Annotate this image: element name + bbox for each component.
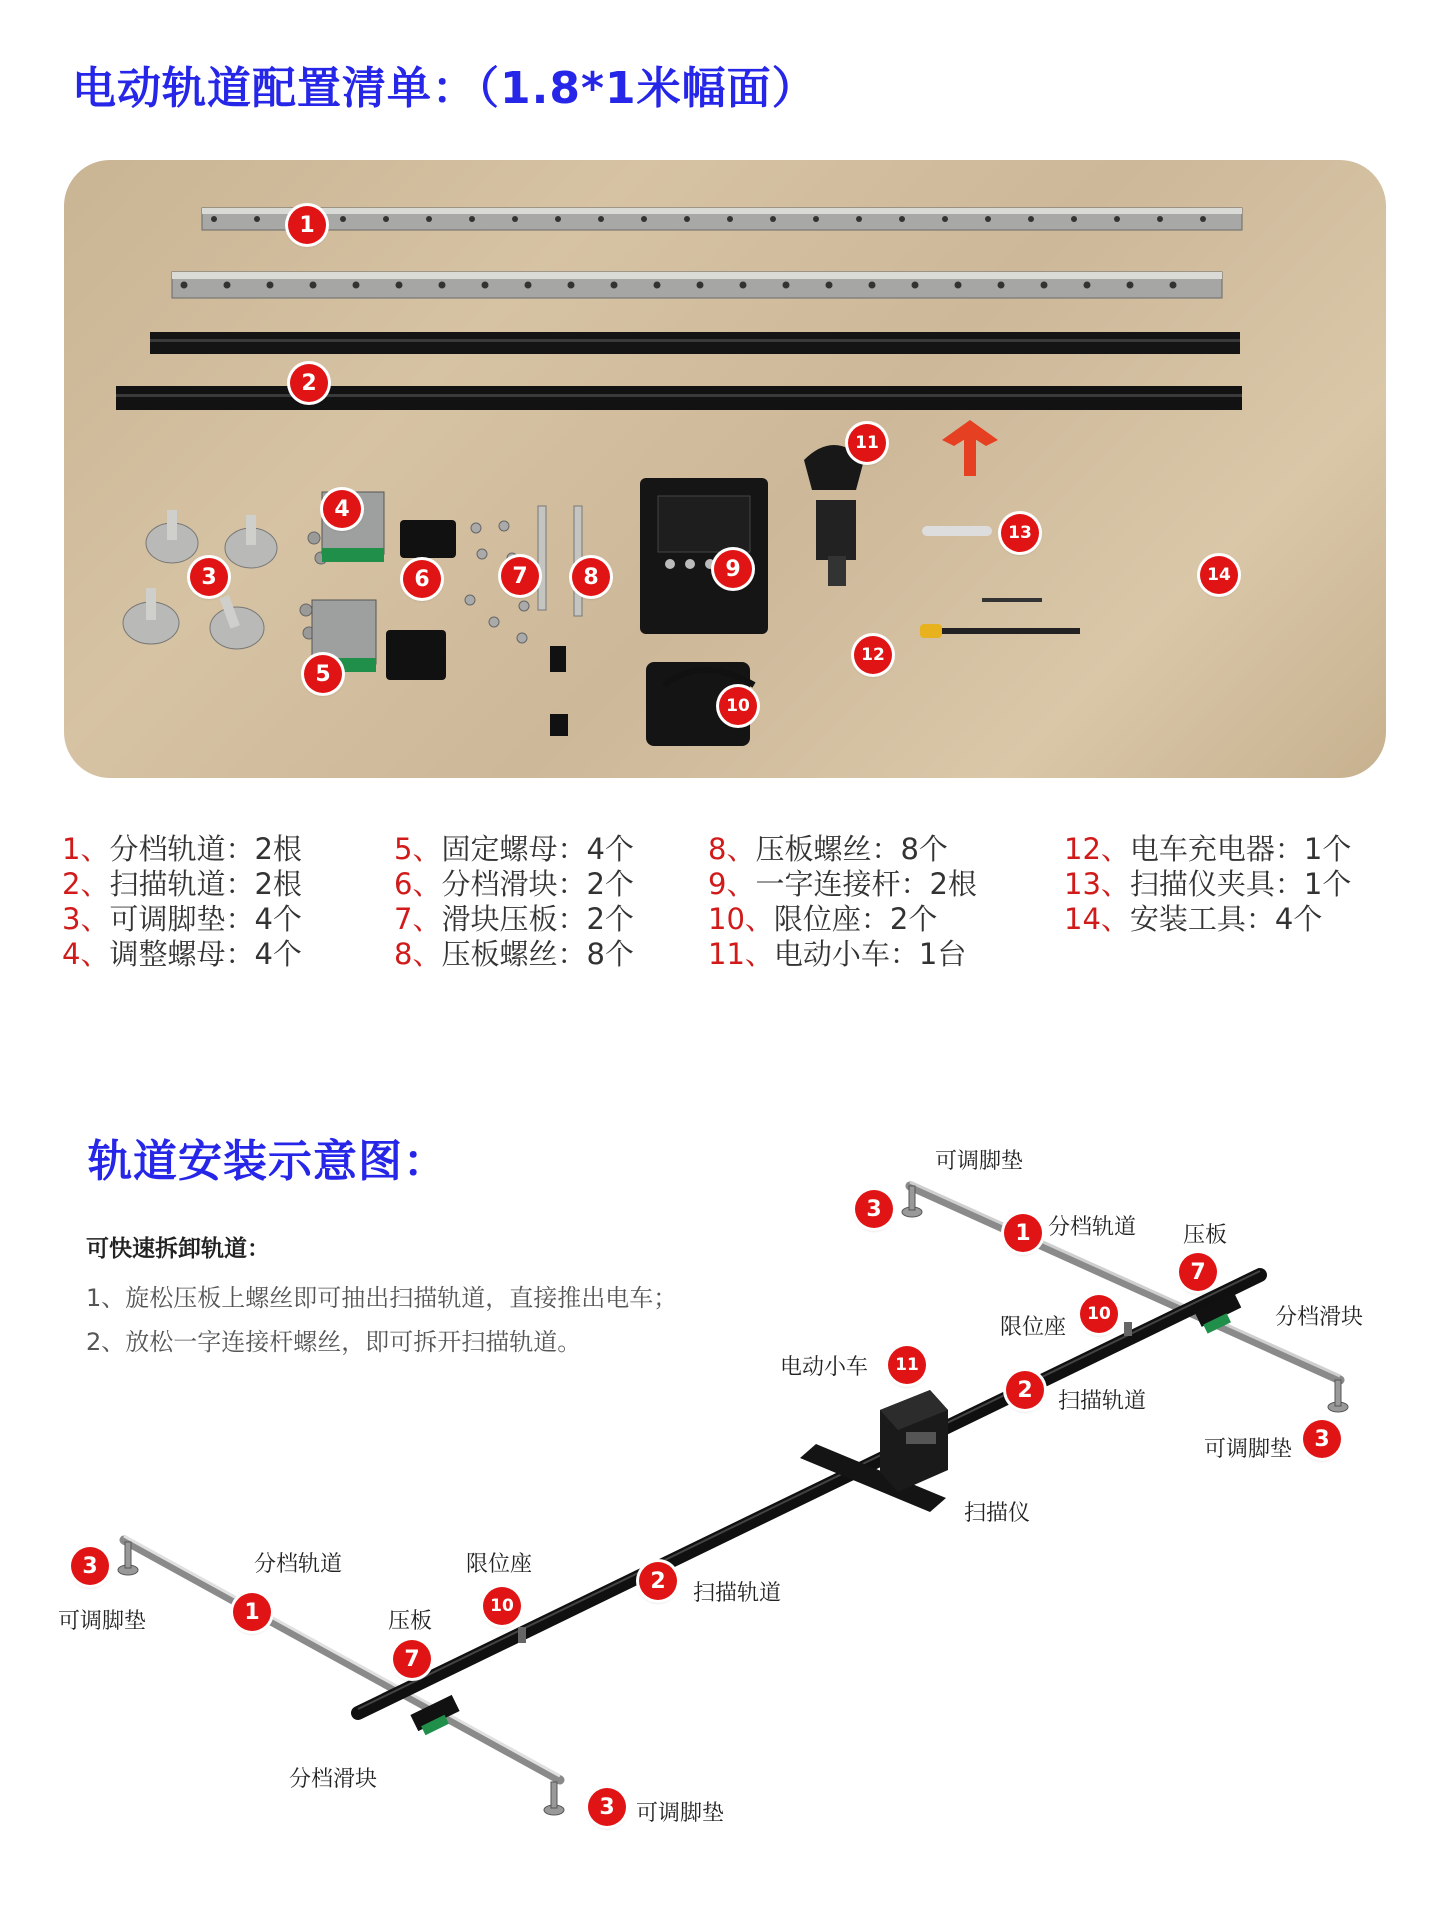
rail-hole (181, 282, 188, 289)
label-scanner: 扫描仪 (964, 1501, 1031, 1526)
rail-hole (439, 282, 446, 289)
rail-hole (611, 282, 618, 289)
label-plate-top: 压板 (1183, 1223, 1228, 1248)
rail-hole (869, 282, 876, 289)
photo-badge-6: 6 (403, 560, 441, 598)
diag-badge-10-bottom: 10 (483, 1587, 521, 1625)
rail-hole (1028, 216, 1034, 222)
photo-badge-9: 9 (714, 550, 752, 588)
clamp-photo (804, 445, 864, 586)
diag-badge-1-top: 1 (1004, 1214, 1042, 1252)
label-slider-top: 分档滑块 (1275, 1305, 1364, 1330)
label-limit-bottom: 限位座 (466, 1552, 533, 1577)
rail-hole (211, 216, 217, 222)
rail-hole (598, 216, 604, 222)
parts-photo (64, 160, 1386, 778)
diag-badge-3-left: 3 (71, 1547, 109, 1585)
label-foot-right: 可调脚垫 (1204, 1437, 1293, 1462)
rail-hole (396, 282, 403, 289)
diag-badge-11: 11 (888, 1346, 926, 1384)
list-item: 3、可调脚垫：4个 (62, 902, 302, 936)
rail-hole (727, 216, 733, 222)
rail-hole (955, 282, 962, 289)
list-item: 4、调整螺母：4个 (62, 937, 302, 971)
diag-badge-7-top: 7 (1179, 1253, 1217, 1291)
rail-hole (482, 282, 489, 289)
photo-badge-7: 7 (501, 557, 539, 595)
rail-hole (310, 282, 317, 289)
diag-badge-3-top: 3 (855, 1190, 893, 1228)
page-title: 电动轨道配置清单：（1.8*1米幅面） (72, 63, 817, 114)
rail-hole (555, 216, 561, 222)
black-rail-1 (150, 332, 1240, 354)
rail-hole (770, 216, 776, 222)
diag-badge-2-top: 2 (1006, 1371, 1044, 1409)
rail-hole (826, 282, 833, 289)
parts-col-4 (1064, 832, 1351, 937)
rail-hole (998, 282, 1005, 289)
rail-hole (684, 216, 690, 222)
photo-badge-10: 10 (719, 687, 757, 725)
quick-remove-step-1: 1、旋松压板上螺丝即可抽出扫描轨道，直接推出电车； (86, 1284, 678, 1312)
rail-hole (224, 282, 231, 289)
rail-hole (783, 282, 790, 289)
label-foot-left: 可调脚垫 (58, 1609, 147, 1634)
diag-badge-2-bottom: 2 (639, 1562, 677, 1600)
label-index-rail-bottom: 分档轨道 (254, 1552, 343, 1577)
label-scan-rail-bottom: 扫描轨道 (693, 1581, 782, 1606)
rail-hole (912, 282, 919, 289)
list-item: 13、扫描仪夹具：1个 (1064, 867, 1352, 901)
rail-hole (340, 216, 346, 222)
label-cart: 电动小车 (780, 1355, 869, 1380)
rail-hole (1157, 216, 1163, 222)
rail-hole (426, 216, 432, 222)
list-item: 6、分档滑块：2个 (394, 867, 634, 901)
diag-badge-1-bottom: 1 (233, 1593, 271, 1631)
label-index-rail-top: 分档轨道 (1048, 1215, 1137, 1240)
list-item: 8、压板螺丝：8个 (394, 937, 634, 971)
rail-hole (641, 216, 647, 222)
rail-hole (512, 216, 518, 222)
rail-hole (353, 282, 360, 289)
rail-hole (985, 216, 991, 222)
tools-photo (920, 420, 1080, 638)
list-item: 2、扫描轨道：2根 (62, 867, 302, 901)
list-item: 7、滑块压板：2个 (394, 902, 634, 936)
photo-badge-14: 14 (1200, 556, 1238, 594)
rail-hole (1071, 216, 1077, 222)
photo-badge-8: 8 (572, 558, 610, 596)
list-item: 1、分档轨道：2根 (62, 832, 302, 866)
label-foot-top: 可调脚垫 (935, 1149, 1024, 1174)
rail-hole (1170, 282, 1177, 289)
rail-hole (899, 216, 905, 222)
rail-hole (1041, 282, 1048, 289)
rail-hole (813, 216, 819, 222)
diag-badge-3-bottom: 3 (588, 1788, 626, 1826)
silver-rail-1 (202, 208, 1242, 230)
rail-hole (267, 282, 274, 289)
rail-hole (469, 216, 475, 222)
rail-hole (1084, 282, 1091, 289)
black-rail-2 (116, 386, 1242, 410)
list-item: 14、安装工具：4个 (1064, 902, 1323, 936)
quick-remove-title: 可快速拆卸轨道： (86, 1236, 270, 1262)
diag-badge-10-top: 10 (1080, 1295, 1118, 1333)
rail-hole (1200, 216, 1206, 222)
parts-col-2 (394, 832, 634, 972)
list-item: 9、一字连接杆：2根 (708, 867, 977, 901)
list-item: 5、固定螺母：4个 (394, 832, 634, 866)
rail-hole (568, 282, 575, 289)
list-item: 11、电动小车：1台 (708, 937, 967, 971)
photo-badge-1: 1 (288, 206, 326, 244)
label-slider-bottom: 分档滑块 (289, 1767, 378, 1792)
photo-badge-3: 3 (190, 558, 228, 596)
rail-hole (254, 216, 260, 222)
rail-hole (1114, 216, 1120, 222)
parts-col-1 (62, 832, 302, 972)
label-plate-bottom: 压板 (388, 1609, 433, 1634)
photo-badge-12: 12 (854, 636, 892, 674)
install-title: 轨道安装示意图： (88, 1136, 448, 1187)
rail-hole (383, 216, 389, 222)
diag-badge-7-bottom: 7 (393, 1640, 431, 1678)
cart-diagram (880, 1390, 948, 1492)
quick-remove-step-2: 2、放松一字连接杆螺丝，即可拆开扫描轨道。 (86, 1328, 582, 1356)
rail-hole (942, 216, 948, 222)
photo-badge-13: 13 (1001, 514, 1039, 552)
list-item: 12、电车充电器：1个 (1064, 832, 1352, 866)
cart-photo (640, 478, 768, 634)
label-foot-bottom: 可调脚垫 (636, 1801, 725, 1826)
diag-badge-3-right: 3 (1303, 1420, 1341, 1458)
rail-hole (654, 282, 661, 289)
list-item: 8、压板螺丝：8个 (708, 832, 948, 866)
label-scan-rail-top: 扫描轨道 (1058, 1389, 1147, 1414)
list-item: 10、限位座：2个 (708, 902, 938, 936)
photo-badge-4: 4 (323, 490, 361, 528)
photo-badge-5: 5 (304, 655, 342, 693)
label-limit-top: 限位座 (1000, 1315, 1067, 1340)
photo-badge-11: 11 (848, 424, 886, 462)
rail-hole (525, 282, 532, 289)
rail-hole (740, 282, 747, 289)
photo-badge-2: 2 (290, 364, 328, 402)
rail-hole (856, 216, 862, 222)
rail-hole (1127, 282, 1134, 289)
rail-hole (697, 282, 704, 289)
parts-col-3 (708, 832, 977, 972)
